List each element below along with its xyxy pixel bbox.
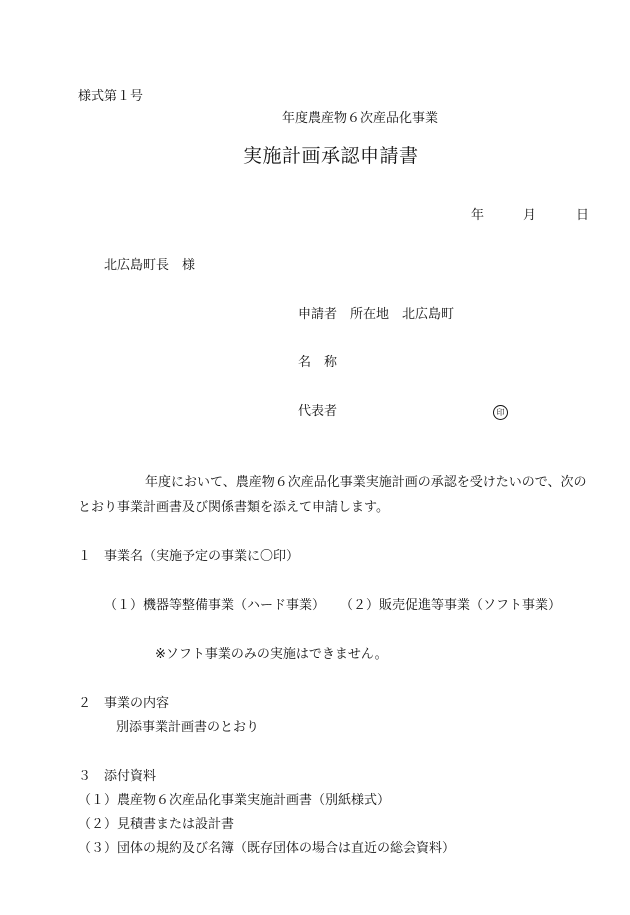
seal-mark xyxy=(493,404,508,420)
body-text-line1: 年度において、農産物６次産品化事業実施計画の承認を受けたいので、次の xyxy=(145,475,587,490)
section2-detail: 別添事業計画書のとおり xyxy=(116,720,260,735)
attachment-item: （３）団体の規約及び名簿（既存団体の場合は直近の総会資料） xyxy=(78,841,456,856)
section2-heading: ２ 事業の内容 xyxy=(78,696,170,711)
seal-mark-icon: 印 xyxy=(493,405,508,420)
body-text-line2: とおり事業計画書及び関係書類を添えて申請します。 xyxy=(78,500,389,515)
attachment-item: （１）農産物６次産品化事業実施計画書（別紙様式） xyxy=(78,793,391,808)
section1-heading: １ 事業名（実施予定の事業に〇印） xyxy=(78,549,300,564)
applicant-address: 申請者 所在地 北広島町 xyxy=(298,307,455,322)
date-month: 月 xyxy=(523,208,537,223)
date-day: 日 xyxy=(576,208,590,223)
date-year: 年 xyxy=(471,208,485,223)
section1-option-hard: （１）機器等整備事業（ハード事業） xyxy=(104,598,326,613)
attachment-item: （２）見積書または設計書 xyxy=(78,817,235,832)
applicant-name-label: 名 称 xyxy=(298,355,338,370)
form-number: 様式第１号 xyxy=(78,89,144,104)
section1-note: ※ソフト事業のみの実施はできません。 xyxy=(155,647,388,662)
document-title: 実施計画承認申請書 xyxy=(243,145,419,167)
section1-option-soft: （２）販売促進等事業（ソフト事業） xyxy=(340,598,562,613)
section3-heading: ３ 添付資料 xyxy=(78,769,157,784)
applicant-representative-label: 代表者 xyxy=(298,404,338,419)
addressee: 北広島町長 様 xyxy=(104,258,196,273)
program-year-line: 年度農産物６次産品化事業 xyxy=(282,111,439,126)
